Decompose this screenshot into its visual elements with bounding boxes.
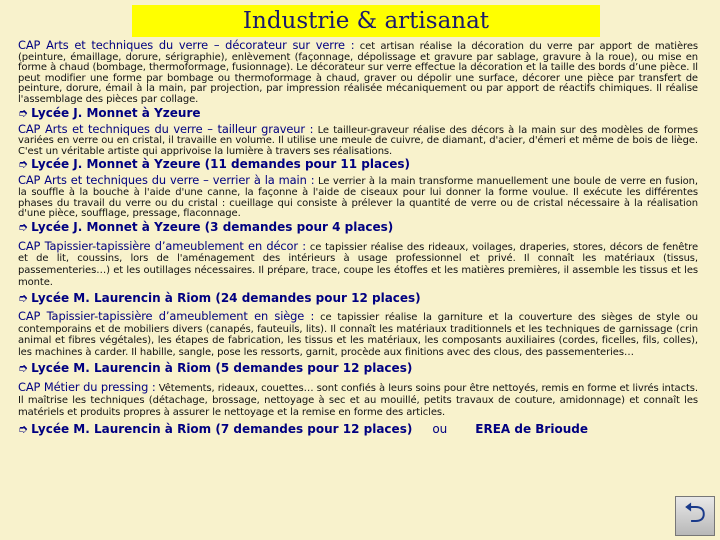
entry-text: cet artisan réalise la décoration du verre par apport de matières (peinture, émaillage, dorure, sérigraphie), enlèvement (façonnage, dépolissage et gravure par sablage, gravure à la roue), ou mise en forme à chaud (bombage, thermoformage, fusionnage). Le décorateur sur verre effectue la décoration et la taille des bords d’une pièce. Il peut modifier une forme par bombage ou thermoformage à chaud, graver ou dépolir une surface, décorer une pièce par transfert de peinture, dorure, émail à la main, par projection, par impression réalisée mécaniquement ou par apport de réactifs chimiques. Il réalise l'assemblage des pièces par collage. <box>18 41 698 105</box>
entry-tailleur-graveur <box>18 121 698 173</box>
school-name: Lycée J. Monnet à Yzeure (3 demandes pour 4 places) <box>31 219 394 234</box>
school-name: Lycée M. Laurencin à Riom (24 demandes pour 12 places) <box>31 291 421 306</box>
school-line <box>18 157 698 172</box>
back-button[interactable] <box>675 496 715 536</box>
entry-heading: CAP Arts et techniques du verre – tailleur graveur : <box>18 121 314 136</box>
entry-heading: CAP Métier du pressing : <box>18 380 156 395</box>
entry-tapissier-siege <box>18 311 698 376</box>
entry-verrier-main <box>18 175 698 234</box>
arrow-icon: ➮ <box>18 361 29 376</box>
arrow-icon: ➮ <box>18 219 29 234</box>
page-title: Industrie & artisanat <box>132 5 600 37</box>
entry-description <box>18 175 698 219</box>
entry-heading: CAP Tapissier-tapissière d’ameublement en siège : <box>18 309 315 324</box>
entry-description <box>18 40 698 106</box>
entry-tapissier-decor <box>18 238 698 306</box>
entry-text: Vêtements, rideaux, couettes… sont confiés à leurs soins pour être nettoyés, remis en forme et livrés intacts. Il maîtrise les techniques (détachage, brossage, nettoyage à sec et au mouillé, petits travaux de couture, amidonnage) et connaît les matériels et produits propres à assurer le nettoyage et la remise en forme des articles. <box>18 383 698 418</box>
arrow-icon: ➮ <box>18 157 29 172</box>
entry-description <box>18 121 698 158</box>
entry-description <box>18 311 698 358</box>
school-name: Lycée J. Monnet à Yzeure <box>31 105 201 120</box>
entry-text: Le tailleur-graveur réalise des décors à la main sur des modèles de formes variées en verre ou en cristal, il travaille en volume. Il utilise une meule de cuivre, de diamant, d'acier, d'émeri et même de bois de liège. C'est un véritable artiste qui apprivoise la lumière à travers ses réalisations. <box>18 124 698 157</box>
school-name: Lycée J. Monnet à Yzeure (11 demandes pour 11 places) <box>31 157 410 172</box>
arrow-icon: ➮ <box>18 291 29 306</box>
content <box>18 40 698 437</box>
return-arrow-icon: ⮌ <box>683 496 707 529</box>
school-separator: ou <box>432 422 448 437</box>
entry-description <box>18 382 698 418</box>
school-name: Lycée M. Laurencin à Riom (7 demandes pour 12 places) <box>31 422 413 437</box>
school-line <box>18 422 698 437</box>
school-line <box>18 106 698 121</box>
entry-text: Le verrier à la main transforme manuellement une boule de verre en fusion, la souffle à la bouche à l'aide d'une canne, la façonne à l'aide de ciseaux pour lui donner la forme voulue. Il exécute les différentes phases du travail du verre ou du cristal : cueillage qui consiste à prélever la quantité de verre ou de cristal nécessaire à la réalisation d'une pièce, soufflage, pressage, flaconnage. <box>18 176 698 220</box>
entry-text: ce tapissier réalise des rideaux, voilages, draperies, stores, décors de fenêtre et de lit, coussins, lors de l'aménagement des intérieurs à usage professionnel et privé. Il connaît les matériaux (tissus, passementeries…) et les outillages nécessaires. Il prépare, trace, coupe les étoffes et les matières premières, il assemble les tissus et les monte. <box>18 241 698 288</box>
school-name: Lycée M. Laurencin à Riom (5 demandes pour 12 places) <box>31 361 413 376</box>
school-line <box>18 361 698 376</box>
entry-pressing <box>18 382 698 437</box>
school-line <box>18 291 698 306</box>
entry-heading: CAP Arts et techniques du verre – décorateur sur verre : <box>18 38 355 52</box>
entry-text: ce tapissier réalise la garniture et la couverture des sièges de style ou contemporains et de mobiliers divers (canapés, fauteuils, lits). Il connaît les matériaux traditionnels et les techniques de garnissage (crin animal et fibres végétales), les étapes de fabrication, les tissus et les matériaux, les composants auxiliaires (cordes, ficelles, fils, colles), les machines à carder. Il habille, sangle, pose les ressorts, garnit, procède aux finitions avec des clous, des passementeries… <box>18 312 699 358</box>
school-line <box>18 220 698 235</box>
entry-description <box>18 238 698 288</box>
school-name-alt: EREA de Brioude <box>475 422 588 437</box>
entry-heading: CAP Arts et techniques du verre – verrier à la main : <box>18 173 315 188</box>
entry-decorateur-verre <box>18 40 698 121</box>
arrow-icon: ➮ <box>18 422 29 437</box>
entry-heading: CAP Tapissier-tapissière d’ameublement en décor : <box>18 238 306 253</box>
arrow-icon: ➮ <box>18 105 29 120</box>
